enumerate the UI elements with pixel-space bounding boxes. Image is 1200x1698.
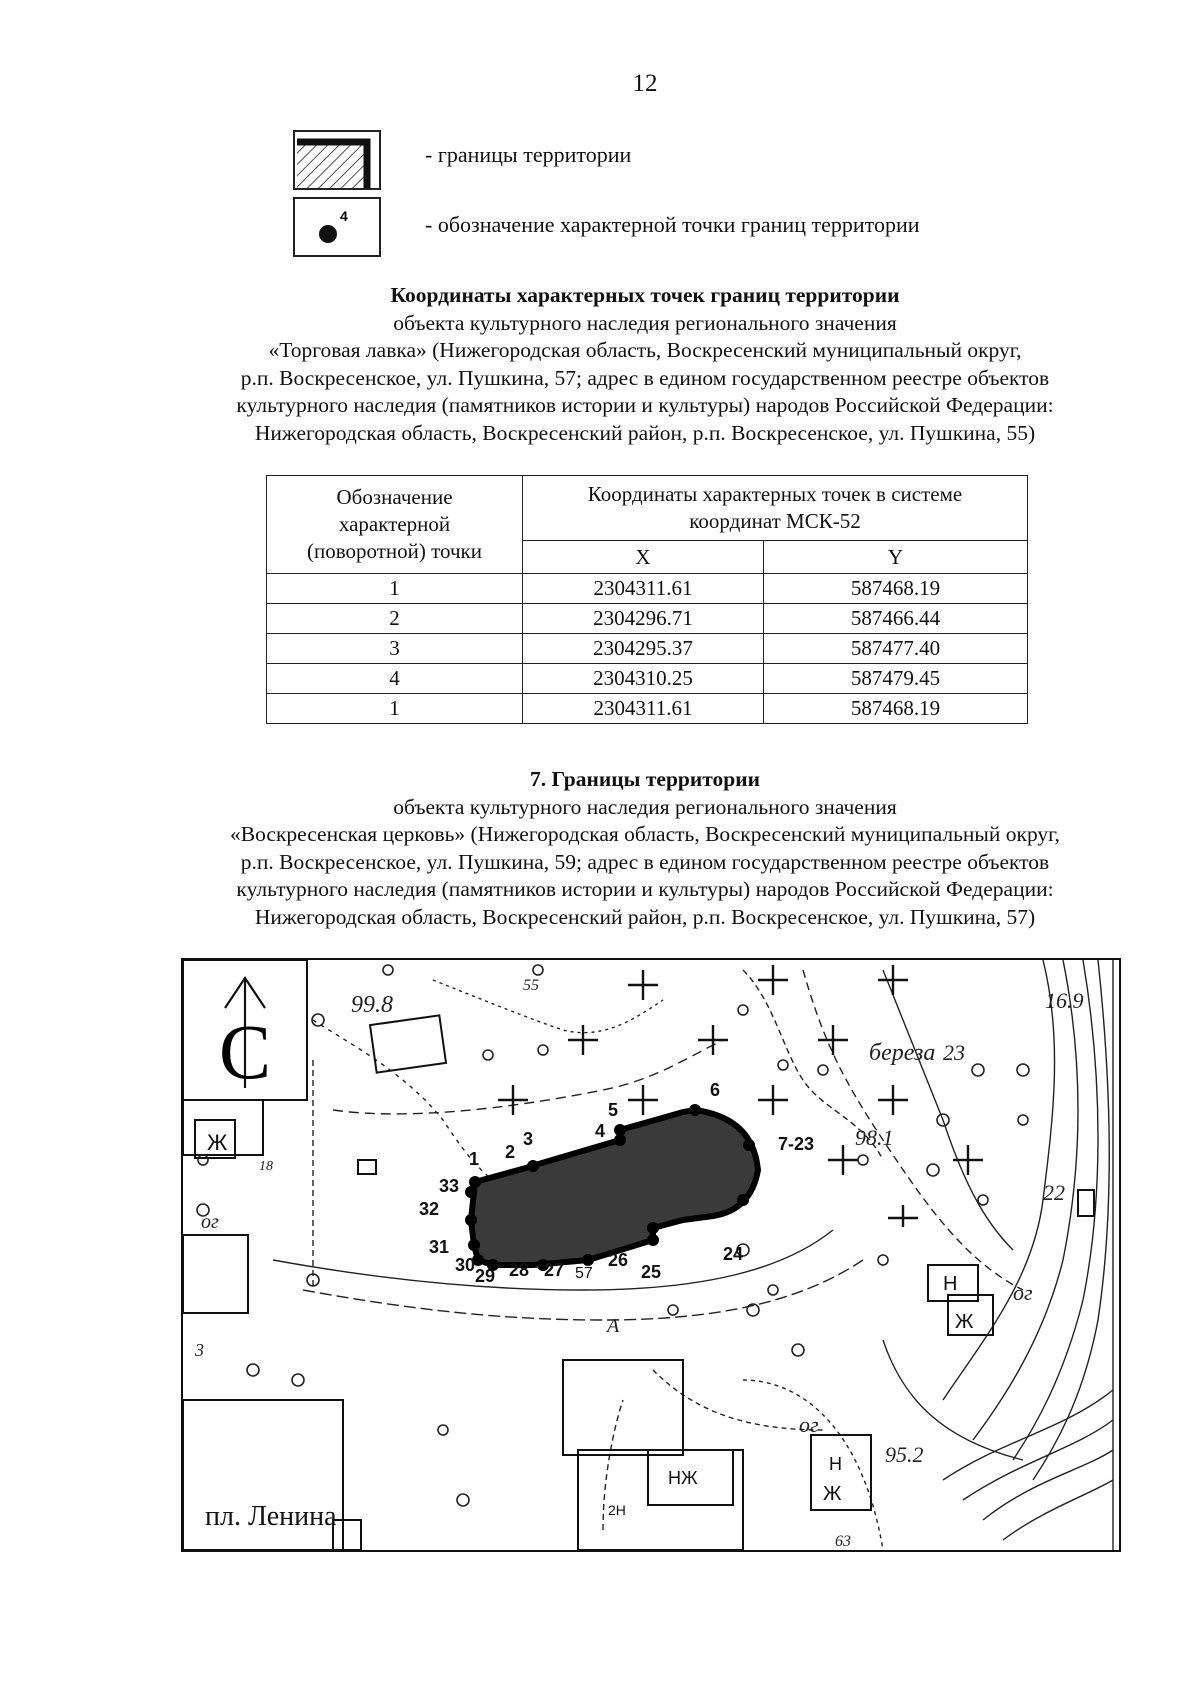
- coords-heading-line: Нижегородская область, Воскресенский район, р.п. Воскресенское, ул. Пушкина, 55): [254, 420, 1036, 445]
- map-label: 98.1: [855, 1125, 894, 1150]
- point-label: 5: [608, 1100, 619, 1120]
- section7-title: 7. Границы территории: [529, 767, 761, 791]
- point-label: 1: [469, 1149, 480, 1169]
- coords-heading-line: объекта культурного наследия регионального значения: [393, 310, 897, 335]
- section7-heading: [0, 766, 1200, 931]
- table-row: [267, 634, 1028, 664]
- map-label: 55: [523, 977, 539, 994]
- map-label: ог: [799, 1412, 819, 1437]
- church-territory: [465, 1104, 758, 1271]
- square-label: пл. Ленина: [205, 1501, 337, 1532]
- map-label: 3: [195, 1340, 204, 1360]
- coords-heading-line: р.п. Воскресенское, ул. Пушкина, 57; адрес в едином государственном реестре объектов: [240, 365, 1050, 390]
- point-label: 27: [544, 1260, 565, 1280]
- map-label: Ж: [955, 1311, 974, 1333]
- y-cell: 587479.45: [764, 664, 1028, 694]
- point-label: 26: [608, 1250, 629, 1270]
- table-row: [267, 694, 1028, 724]
- map-label: 57: [575, 1265, 593, 1282]
- y-cell: 587477.40: [764, 634, 1028, 664]
- y-cell: 587466.44: [764, 604, 1028, 634]
- header-line: Обозначение: [336, 485, 453, 509]
- y-cell: 587468.19: [764, 694, 1028, 724]
- x-cell: 2304311.61: [523, 694, 764, 724]
- x-cell: 2304295.37: [523, 634, 764, 664]
- map-label: 99.8: [351, 992, 393, 1018]
- legend-boundary-text: - границы территории: [425, 142, 632, 167]
- map-label: Н: [943, 1273, 958, 1295]
- map-label: Ж: [207, 1130, 228, 1155]
- legend-boundary-symbol: [293, 130, 381, 190]
- legend-point-number: 4: [340, 208, 348, 224]
- point-cell: 3: [267, 634, 523, 664]
- point-label: 31: [429, 1237, 450, 1257]
- north-arrow: [183, 960, 307, 1100]
- section7-line: р.п. Воскресенское, ул. Пушкина, 59; адрес в едином государственном реестре объектов: [240, 849, 1050, 874]
- point-column-header: [267, 476, 523, 574]
- point-label: 30: [455, 1255, 476, 1275]
- map-label: 63: [835, 1533, 851, 1550]
- header-line: (поворотной) точки: [307, 539, 482, 563]
- header-line: координат МСК-52: [689, 509, 861, 533]
- y-column-header: Y: [764, 541, 1028, 574]
- section7-line: «Воскресенская церковь» (Нижегородская область, Воскресенский муниципальный округ,: [230, 822, 1060, 846]
- page-number: 12: [632, 70, 658, 97]
- x-cell: 2304311.61: [523, 574, 764, 604]
- map-drawing: [183, 960, 1119, 1550]
- header-line: Координаты характерных точек в системе: [587, 482, 963, 506]
- map-label: 2Н: [608, 1502, 626, 1518]
- map-label: 23: [943, 1040, 965, 1065]
- territory-map: [181, 958, 1121, 1552]
- map-label: 18: [259, 1159, 273, 1174]
- point-label: 3: [523, 1129, 534, 1149]
- section7-line: Нижегородская область, Воскресенский район, р.п. Воскресенское, ул. Пушкина, 57): [254, 904, 1036, 929]
- map-label: 16.9: [1045, 988, 1084, 1013]
- header-line: характерной: [338, 512, 451, 536]
- map-label: ог: [201, 1211, 219, 1233]
- map-label: ог: [1013, 1280, 1033, 1305]
- coords-heading: [0, 282, 1200, 447]
- point-label: 29: [475, 1266, 496, 1286]
- point-cell: 1: [267, 694, 523, 724]
- map-label: НЖ: [668, 1468, 698, 1488]
- map-label: Ж: [823, 1483, 842, 1505]
- table-row: [267, 664, 1028, 694]
- map-label: 22: [1043, 1180, 1065, 1205]
- map-label: береза: [869, 1040, 936, 1066]
- point-label: 7-23: [778, 1134, 815, 1154]
- legend-point-symbol: [293, 197, 381, 257]
- section7-line: культурного наследия (памятников истории и культуры) народов Российской Федерации:: [236, 877, 1054, 901]
- point-label: 6: [710, 1080, 721, 1100]
- coords-heading-line: «Торговая лавка» (Нижегородская область, Воскресенский муниципальный округ,: [268, 338, 1022, 362]
- coordinates-table: [266, 475, 1028, 724]
- point-cell: 4: [267, 664, 523, 694]
- map-label: 95.2: [885, 1442, 924, 1467]
- point-marker-icon: [295, 199, 379, 255]
- coords-heading-title: Координаты характерных точек границ территории: [390, 283, 900, 307]
- north-letter: С: [218, 1008, 272, 1095]
- map-label: А: [607, 1315, 620, 1337]
- point-label: 28: [509, 1260, 530, 1280]
- point-label: 32: [419, 1199, 440, 1219]
- point-label: 2: [505, 1142, 516, 1162]
- table-row: [267, 604, 1028, 634]
- point-cell: 2: [267, 604, 523, 634]
- boundary-hatched-icon: [295, 132, 379, 188]
- point-cell: 1: [267, 574, 523, 604]
- coords-heading-line: культурного наследия (памятников истории и культуры) народов Российской Федерации:: [236, 393, 1054, 417]
- table-row: [267, 574, 1028, 604]
- point-label: 25: [641, 1262, 662, 1282]
- point-label: 33: [439, 1176, 460, 1196]
- legend-point-text: - обозначение характерной точки границ территории: [425, 212, 920, 237]
- coordinates-group-header: [523, 476, 1028, 541]
- point-label: 24: [723, 1244, 744, 1264]
- point-label: 4: [595, 1121, 606, 1141]
- y-cell: 587468.19: [764, 574, 1028, 604]
- section7-line: объекта культурного наследия регионального значения: [393, 794, 897, 819]
- x-cell: 2304310.25: [523, 664, 764, 694]
- x-cell: 2304296.71: [523, 604, 764, 634]
- map-label: Н: [829, 1454, 842, 1474]
- x-column-header: X: [523, 541, 764, 574]
